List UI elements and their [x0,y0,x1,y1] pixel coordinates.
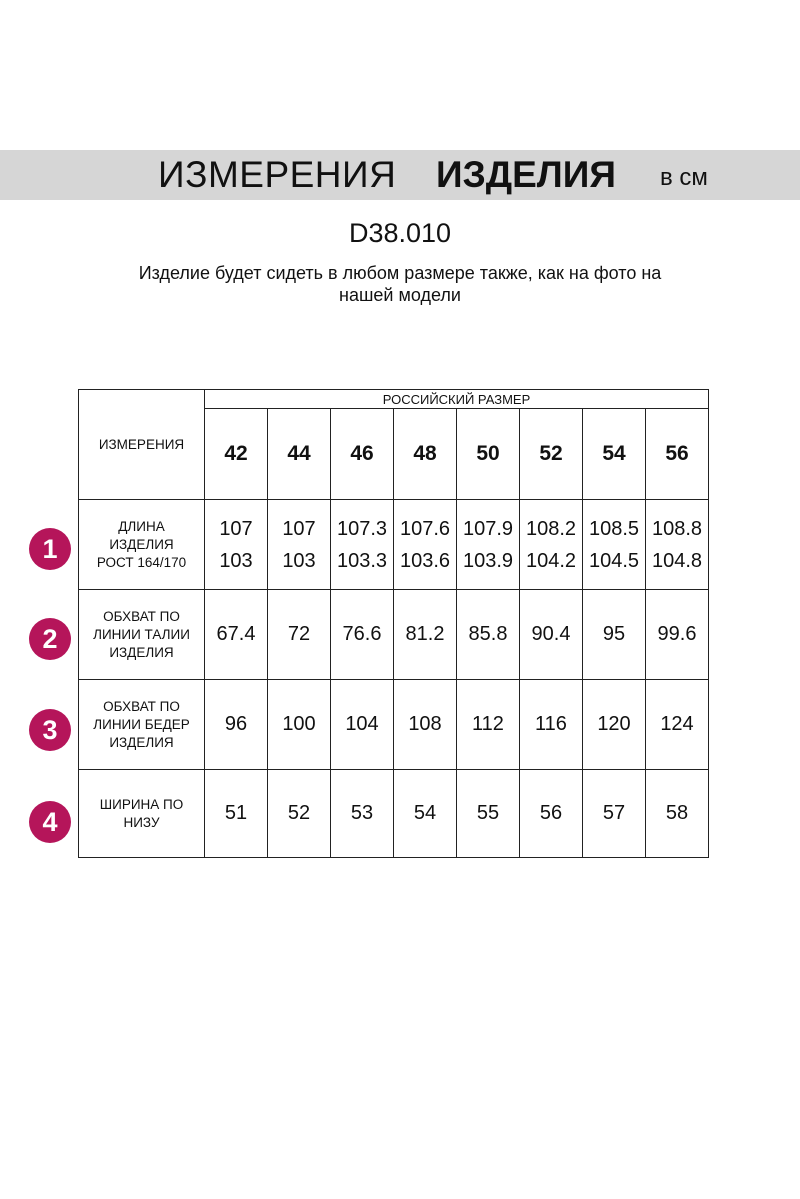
row-label-line: ШИРИНА ПО [99,796,184,812]
fit-description [100,262,700,306]
title-part2: ИЗДЕЛИЯ [436,154,616,195]
table-cell [205,500,268,590]
table-cell: 116 [520,680,583,770]
cell-value: 103.6 [399,549,451,572]
size-header: 44 [268,409,331,500]
table-cell: 52 [268,770,331,858]
size-header: 42 [205,409,268,500]
cell-value: 104.5 [588,549,640,572]
row-label-line: ОБХВАТ ПО [103,608,180,624]
row-label-line: РОСТ 164/170 [96,554,187,570]
table-cell: 67.4 [205,590,268,680]
corner-label: ИЗМЕРЕНИЯ [79,390,205,500]
table-cell [331,500,394,590]
size-header: 46 [331,409,394,500]
table-cell: 120 [583,680,646,770]
row-label-line: ЛИНИИ БЕДЕР [93,716,190,732]
cell-value: 103.9 [462,549,514,572]
table-cell: 124 [646,680,709,770]
description-line: Изделие будет сидеть в любом размере также, как на фото на [138,263,662,283]
row-number-badge: 2 [29,618,71,660]
table-cell: 72 [268,590,331,680]
table-cell: 54 [394,770,457,858]
table-cell [268,500,331,590]
table-cell: 96 [205,680,268,770]
table-cell: 81.2 [394,590,457,680]
size-header: 50 [457,409,520,500]
cell-value: 107.6 [399,517,451,540]
row-label-line: ОБХВАТ ПО [103,698,180,714]
table-cell: 56 [520,770,583,858]
table-cell [394,500,457,590]
row-label [79,500,205,590]
cell-value: 104.8 [651,549,703,572]
unit-label: в см [660,164,708,191]
size-table [78,389,709,858]
table-cell: 85.8 [457,590,520,680]
table-row [79,500,709,590]
table-row [79,680,709,770]
row-label [79,770,205,858]
table-row [79,590,709,680]
table-cell: 58 [646,770,709,858]
cell-value: 104.2 [525,549,577,572]
cell-value: 108.8 [651,517,703,540]
cell-value: 107 [282,517,316,540]
cell-value: 103.3 [336,549,388,572]
table-cell: 99.6 [646,590,709,680]
product-code: D38.010 [348,218,452,248]
row-label-line: ИЗДЕЛИЯ [109,536,174,552]
cell-value: 108.5 [588,517,640,540]
cell-value: 107 [219,517,253,540]
table-cell: 104 [331,680,394,770]
table-row [79,770,709,858]
table-cell: 53 [331,770,394,858]
cell-value: 107.9 [462,517,514,540]
row-label-line: ЛИНИИ ТАЛИИ [93,626,190,642]
table-cell: 51 [205,770,268,858]
cell-value: 107.3 [336,517,388,540]
table-cell: 108 [394,680,457,770]
row-label-line: НИЗУ [123,814,160,830]
table-cell: 112 [457,680,520,770]
row-label-line: ИЗДЕЛИЯ [109,644,174,660]
size-header: 52 [520,409,583,500]
cell-value: 108.2 [525,517,577,540]
row-label [79,590,205,680]
table-cell [583,500,646,590]
table-cell [646,500,709,590]
row-label [79,680,205,770]
table-cell: 100 [268,680,331,770]
row-label-line: ДЛИНА [118,518,165,534]
description-line: нашей модели [339,285,461,305]
table-cell [520,500,583,590]
size-header: 56 [646,409,709,500]
cell-value: 103 [219,549,253,572]
size-header: 54 [583,409,646,500]
table-cell: 95 [583,590,646,680]
table-cell: 90.4 [520,590,583,680]
row-label-line: ИЗДЕЛИЯ [109,734,174,750]
cell-value: 103 [282,549,316,572]
title-part1: ИЗМЕРЕНИЯ [158,154,397,195]
table-cell [457,500,520,590]
table-cell: 55 [457,770,520,858]
table-cell: 76.6 [331,590,394,680]
row-number-badge: 4 [29,801,71,843]
table-cell: 57 [583,770,646,858]
size-group-header: РОССИЙСКИЙ РАЗМЕР [205,390,709,409]
row-number-badge: 3 [29,709,71,751]
row-number-badge: 1 [29,528,71,570]
title-banner [0,150,800,200]
size-header: 48 [394,409,457,500]
